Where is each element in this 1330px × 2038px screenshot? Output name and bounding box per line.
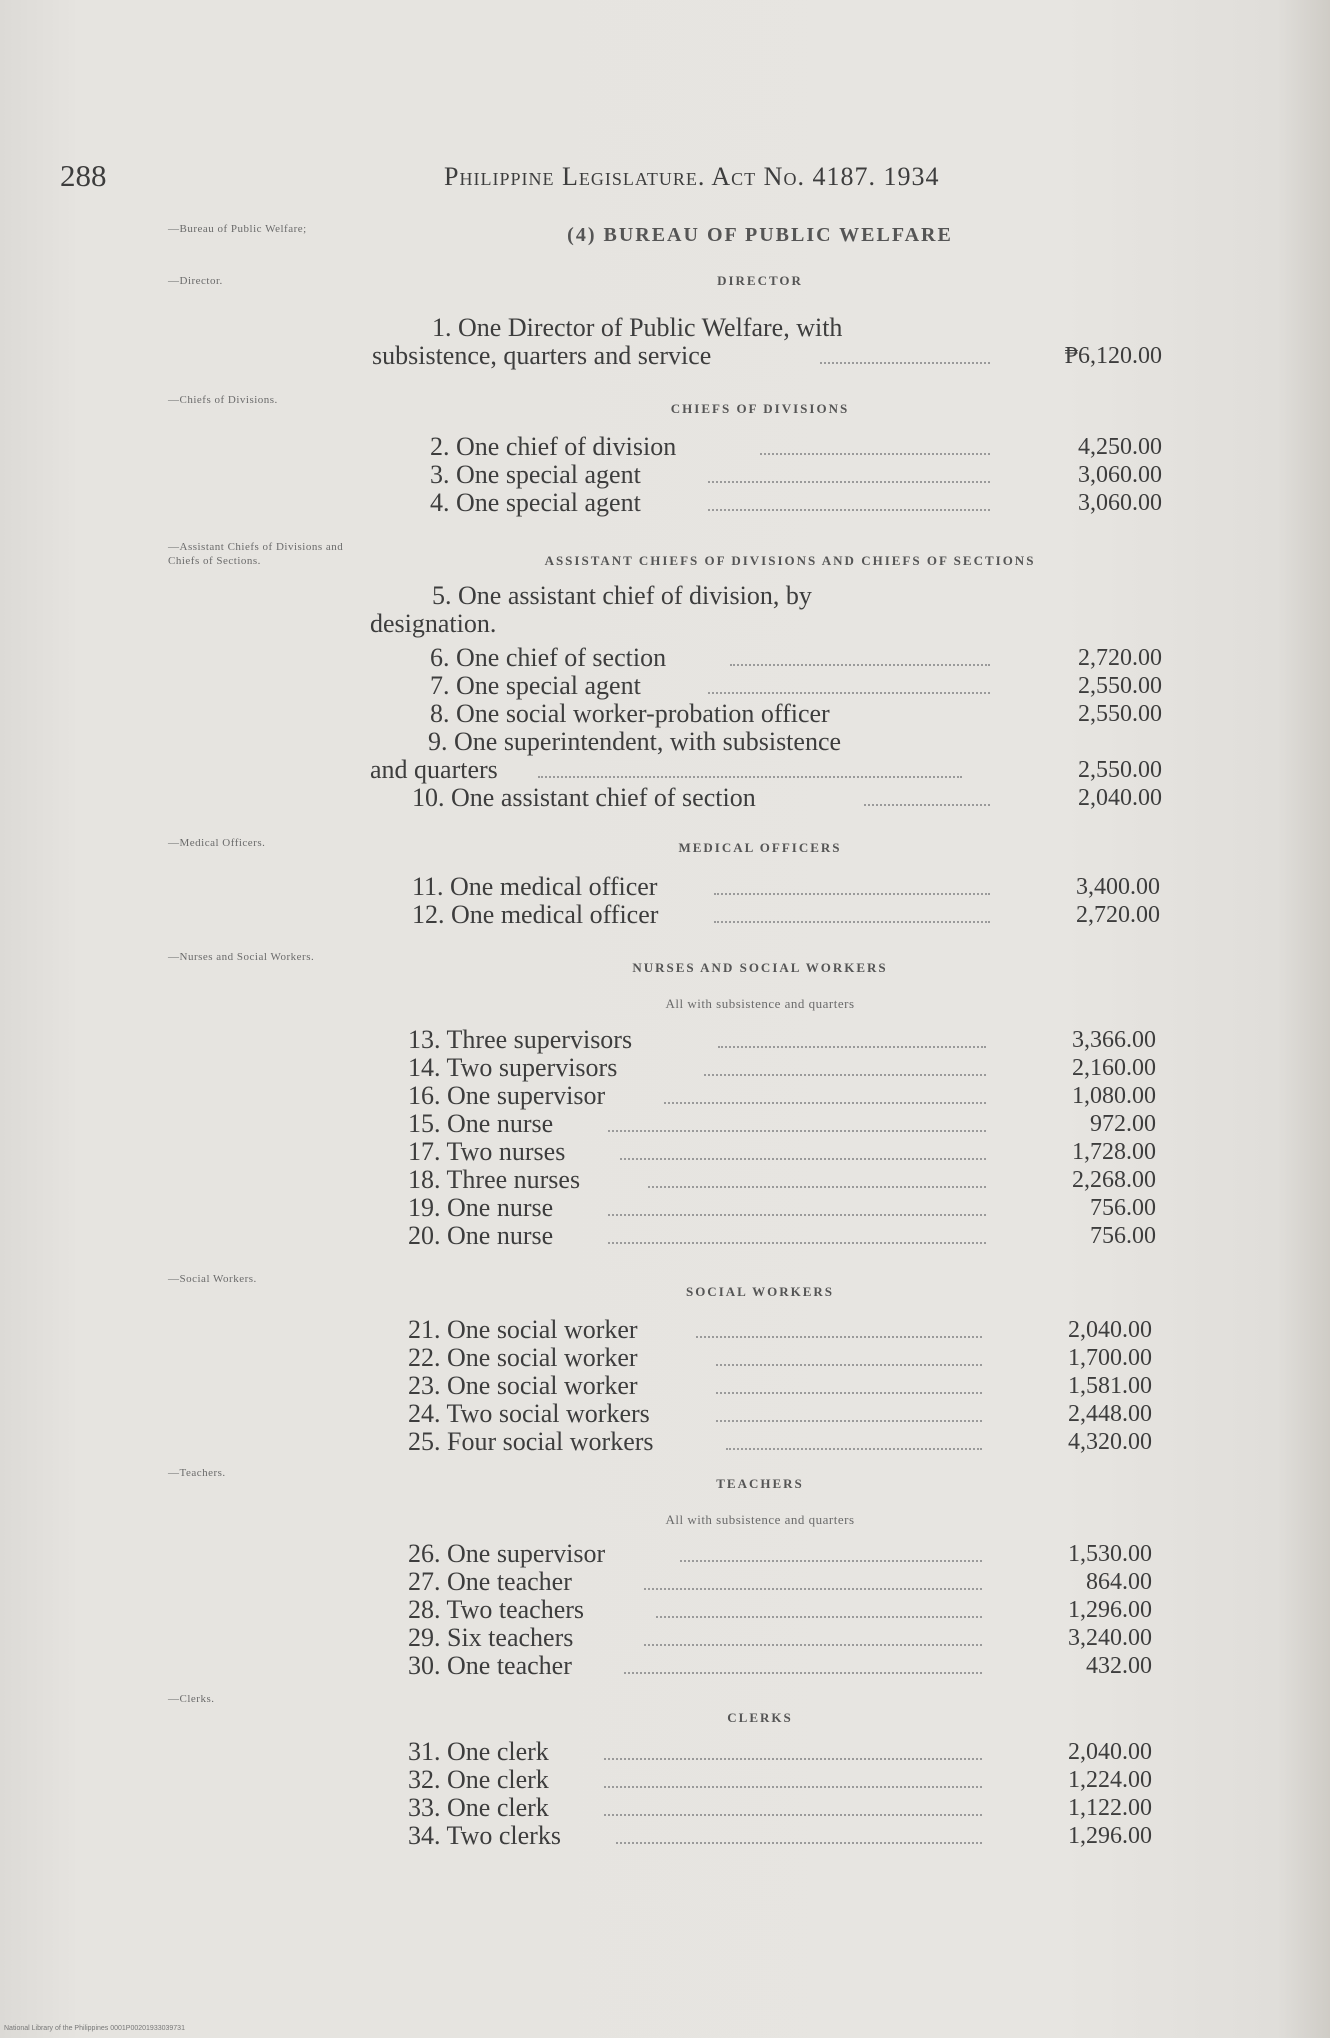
item-14: 14. Two supervisors 2,160.00 xyxy=(408,1053,1156,1082)
section-medical: MEDICAL OFFICERS xyxy=(678,840,842,855)
margin-note-nurses: —Nurses and Social Workers. xyxy=(168,951,315,963)
item-26: 26. One supervisor 1,530.00 xyxy=(408,1539,1152,1568)
page-header xyxy=(60,158,1110,198)
item-13: 13. Three supervisors 3,366.00 xyxy=(408,1025,1156,1054)
item-33: 33. One clerk 1,122.00 xyxy=(408,1793,1152,1822)
item-6: 6. One chief of section 2,720.00 xyxy=(430,643,1162,672)
item-29: 29. Six teachers 3,240.00 xyxy=(408,1623,1152,1652)
item-1-amount: ₱6,120.00 xyxy=(1064,343,1162,369)
item-19: 19. One nurse 756.00 xyxy=(408,1193,1156,1222)
margin-note-teachers: —Teachers. xyxy=(168,1467,226,1479)
item-18: 18. Three nurses 2,268.00 xyxy=(408,1165,1156,1194)
page-number: 288 xyxy=(60,158,107,193)
section-director: DIRECTOR xyxy=(717,273,803,288)
item-28: 28. Two teachers 1,296.00 xyxy=(408,1595,1152,1624)
footer-credit: National Library of the Philippines 0001P00201933039731 xyxy=(4,2025,185,2032)
item-4: 4. One special agent 3,060.00 xyxy=(430,488,1162,517)
margin-note-assistant: —Assistant Chiefs of Divisions and Chiefs of Sections. xyxy=(168,541,344,567)
section-chiefs: CHIEFS OF DIVISIONS xyxy=(670,401,850,416)
bureau-title: (4) BUREAU OF PUBLIC WELFARE xyxy=(567,224,953,246)
section-nurses-subtitle: All with subsistence and quarters xyxy=(665,996,855,1011)
item-25: 25. Four social workers 4,320.00 xyxy=(408,1427,1152,1456)
item-32: 32. One clerk 1,224.00 xyxy=(408,1765,1152,1794)
item-24: 24. Two social workers 2,448.00 xyxy=(408,1399,1152,1428)
margin-note-clerks: —Clerks. xyxy=(168,1693,215,1705)
section-assistant: ASSISTANT CHIEFS OF DIVISIONS AND CHIEFS OF SECTIONS xyxy=(544,553,1036,568)
margin-note-chiefs: —Chiefs of Divisions. xyxy=(168,394,278,406)
item-5: 5. One assistant chief of division, by designation. xyxy=(370,581,812,638)
item-22: 22. One social worker 1,700.00 xyxy=(408,1343,1152,1372)
item-1-line1: 1. One Director of Public Welfare, with xyxy=(432,313,843,342)
running-title: Philippine Legislature. Act No. 4187. 1934 xyxy=(444,162,940,191)
item-31: 31. One clerk 2,040.00 xyxy=(408,1737,1152,1766)
item-3: 3. One special agent 3,060.00 xyxy=(430,460,1162,489)
item-17: 17. Two nurses 1,728.00 xyxy=(408,1137,1156,1166)
item-30: 30. One teacher 432.00 xyxy=(408,1651,1152,1680)
item-10: 10. One assistant chief of section 2,040.00 xyxy=(412,783,1162,812)
leader-dots xyxy=(820,362,990,364)
margin-note-director: —Director. xyxy=(168,275,223,287)
item-8: 8. One social worker-probation officer 2,550.00 xyxy=(430,699,1162,728)
margin-note-medical: —Medical Officers. xyxy=(168,837,266,849)
item-27: 27. One teacher 864.00 xyxy=(408,1567,1152,1596)
item-1-row xyxy=(372,342,1162,370)
margin-note-social: —Social Workers. xyxy=(168,1273,257,1285)
item-1 xyxy=(370,314,970,342)
item-20: 20. One nurse 756.00 xyxy=(408,1221,1156,1250)
item-9: 9. One superintendent, with subsistence xyxy=(428,727,842,756)
section-teachers-subtitle: All with subsistence and quarters xyxy=(665,1512,855,1527)
item-11: 11. One medical officer 3,400.00 xyxy=(412,872,1160,901)
item-1-line2: subsistence, quarters and service xyxy=(372,341,712,370)
item-9-row: and quarters 2,550.00 xyxy=(370,755,1162,784)
item-7: 7. One special agent 2,550.00 xyxy=(430,671,1162,700)
item-2: 2. One chief of division 4,250.00 xyxy=(430,432,1162,461)
item-23: 23. One social worker 1,581.00 xyxy=(408,1371,1152,1400)
item-34: 34. Two clerks 1,296.00 xyxy=(408,1821,1152,1850)
section-teachers: TEACHERS xyxy=(716,1476,804,1491)
margin-note-bureau: —Bureau of Public Welfare; xyxy=(168,223,307,235)
item-16: 16. One supervisor 1,080.00 xyxy=(408,1081,1156,1110)
section-clerks: CLERKS xyxy=(727,1710,793,1725)
item-12: 12. One medical officer 2,720.00 xyxy=(412,900,1160,929)
section-social: SOCIAL WORKERS xyxy=(685,1284,835,1299)
item-15: 15. One nurse 972.00 xyxy=(408,1109,1156,1138)
section-nurses: NURSES AND SOCIAL WORKERS xyxy=(632,960,888,975)
item-21: 21. One social worker 2,040.00 xyxy=(408,1315,1152,1344)
